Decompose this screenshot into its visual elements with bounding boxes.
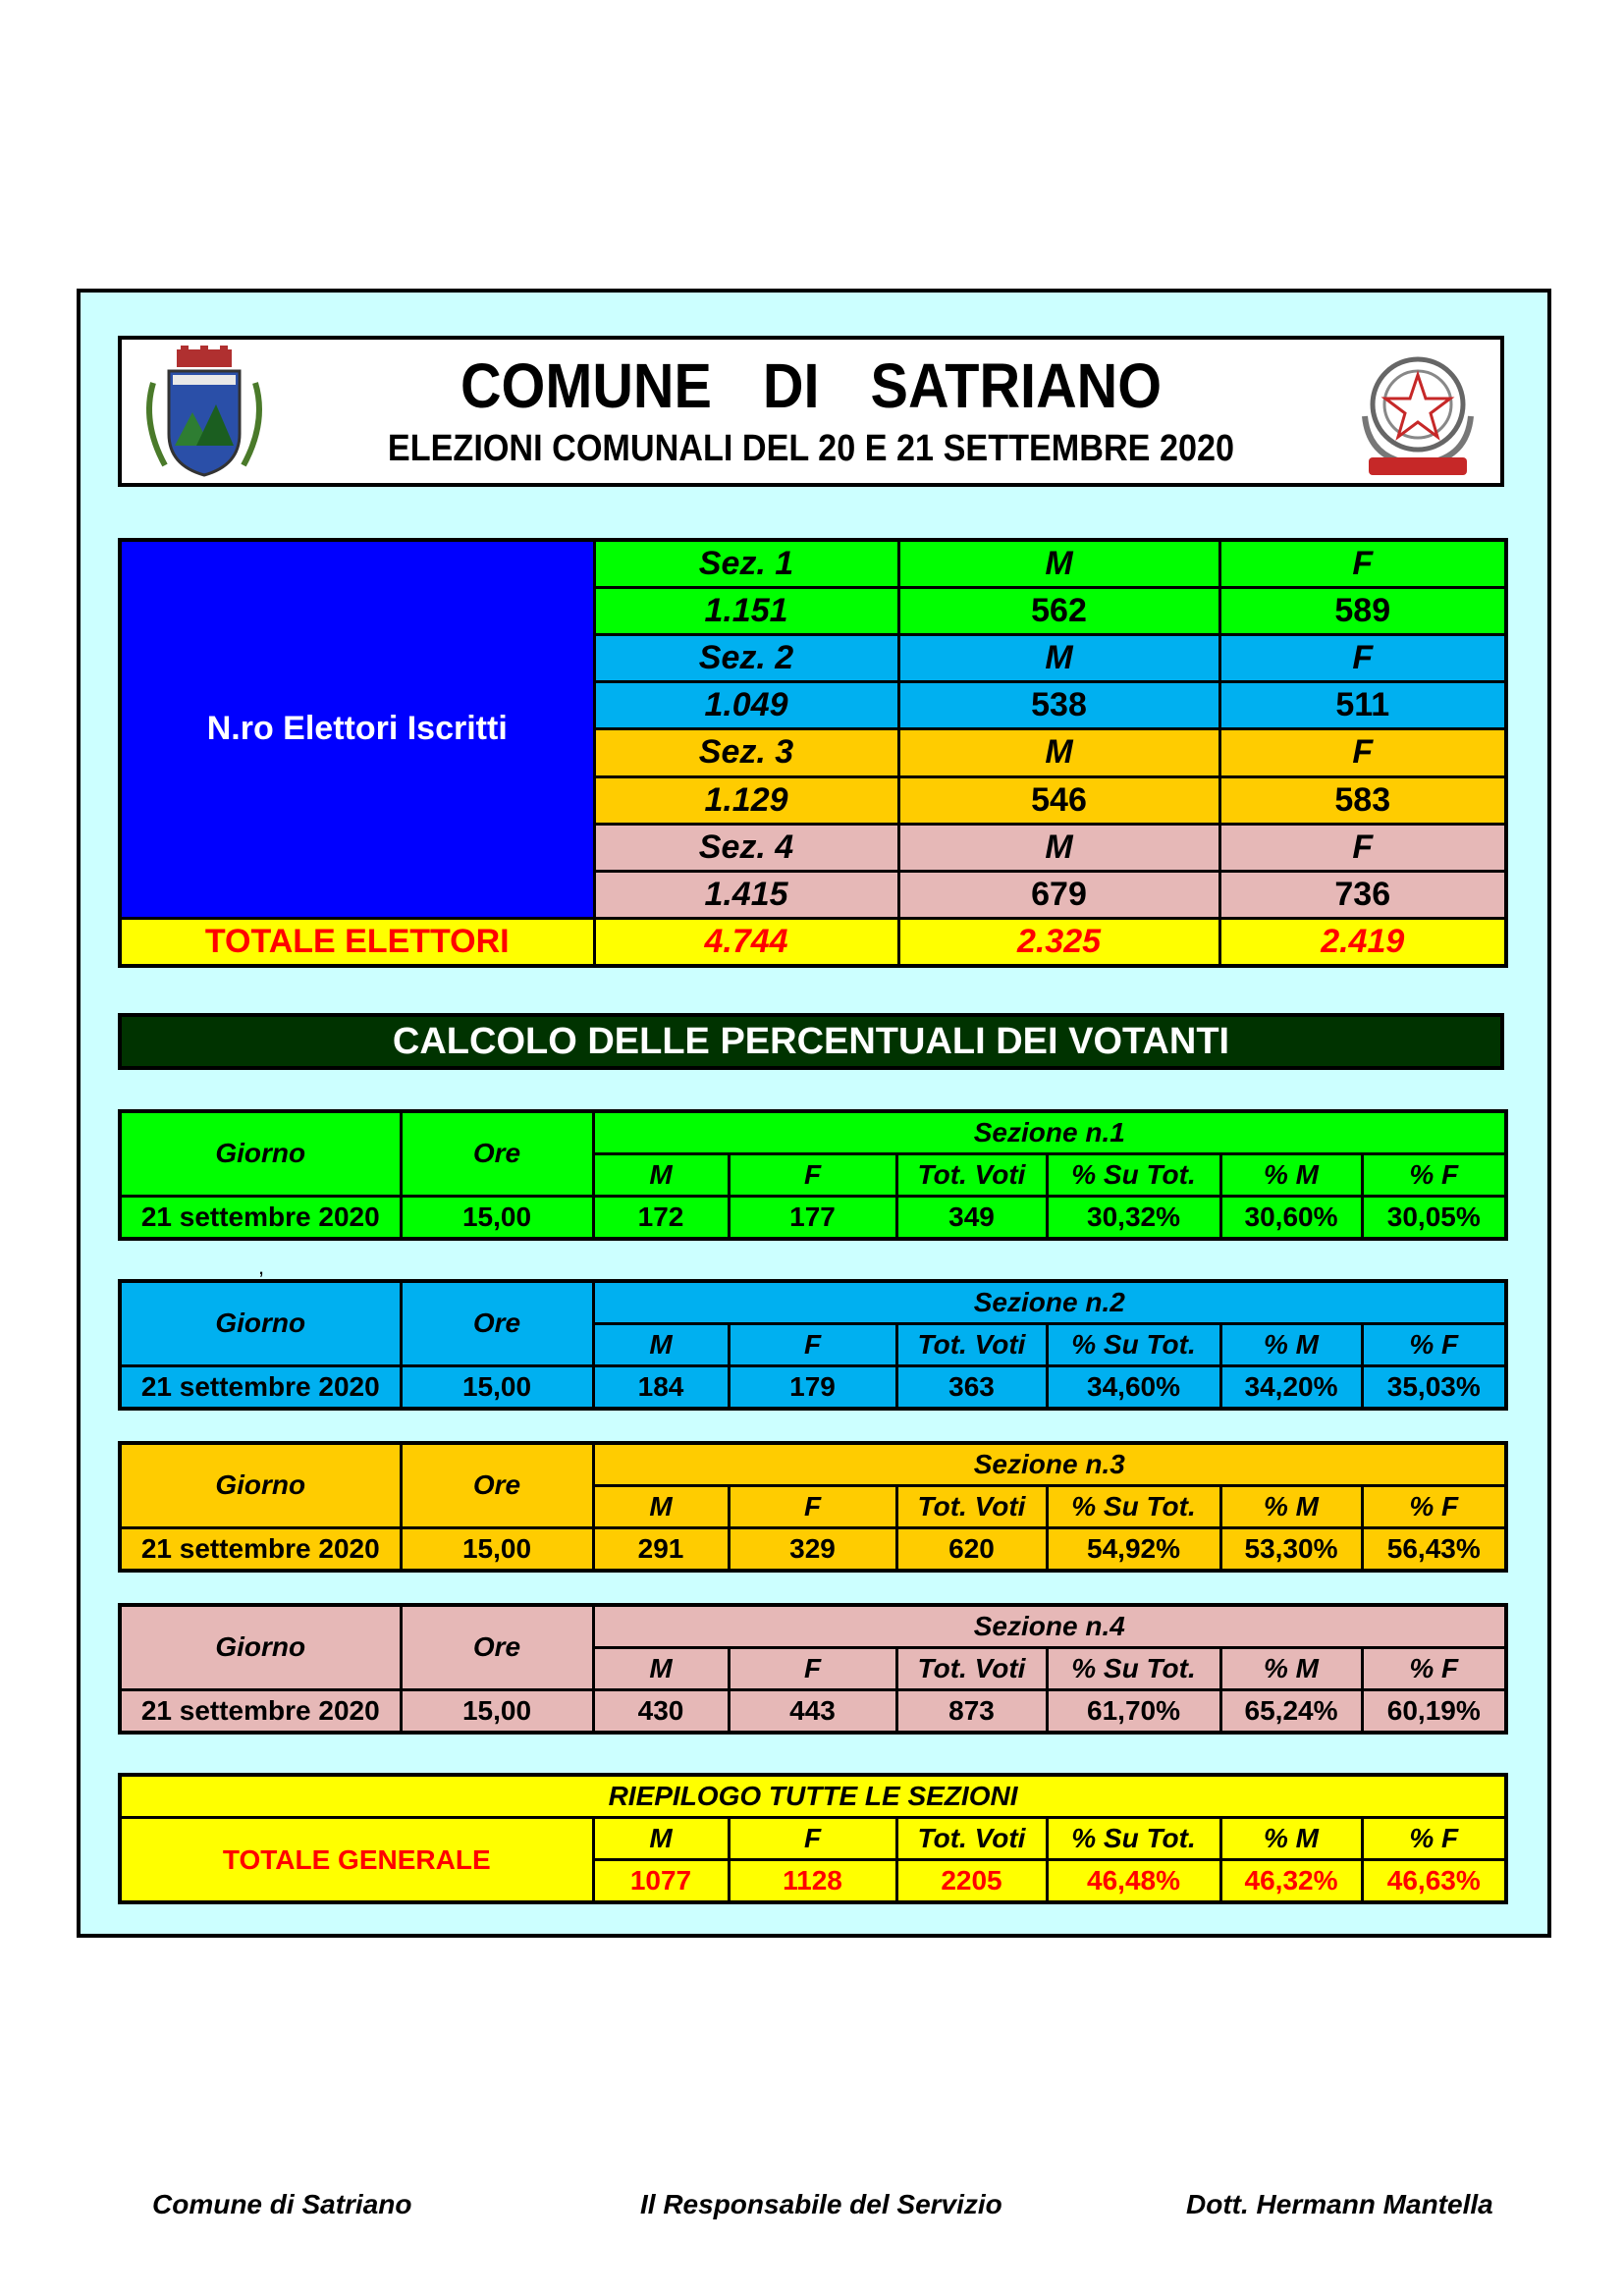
- pct-tot-value: 54,92%: [1047, 1527, 1220, 1571]
- ore-header: Ore: [401, 1281, 593, 1365]
- m-value: 184: [593, 1365, 729, 1409]
- pct-f-value: 60,19%: [1362, 1689, 1506, 1733]
- document-header: [118, 336, 1504, 487]
- tot-voti-header: Tot. Voti: [896, 1648, 1047, 1690]
- sezione-title: Sezione n.3: [593, 1443, 1506, 1486]
- pct-tot-value: 34,60%: [1047, 1365, 1220, 1409]
- sez-name: Sez. 2: [594, 635, 898, 682]
- pct-m-header: % M: [1220, 1154, 1362, 1197]
- sezione-3-table: [118, 1441, 1508, 1573]
- sezione-4-table: [118, 1603, 1508, 1735]
- pct-m-header: % M: [1220, 1324, 1362, 1366]
- giorno-header: Giorno: [120, 1111, 401, 1196]
- tot-voti-value: 873: [896, 1689, 1047, 1733]
- giorno-value: 21 settembre 2020: [120, 1196, 401, 1239]
- pct-m-value: 34,20%: [1220, 1365, 1362, 1409]
- totale-elettori-label: TOTALE ELETTORI: [120, 918, 594, 966]
- pct-tot-value: 30,32%: [1047, 1196, 1220, 1239]
- ore-header: Ore: [401, 1605, 593, 1689]
- sez-m: 679: [898, 871, 1219, 918]
- sez-name: Sez. 3: [594, 729, 898, 776]
- footer-comune: Comune di Satriano: [152, 2189, 412, 2219]
- m-label: M: [898, 540, 1219, 588]
- sez-f: 589: [1219, 588, 1506, 635]
- ore-value: 15,00: [401, 1527, 593, 1571]
- f-label: F: [1219, 729, 1506, 776]
- giorno-header: Giorno: [120, 1281, 401, 1365]
- pct-f-header: % F: [1362, 1486, 1506, 1528]
- m-label: M: [898, 635, 1219, 682]
- totale-m: 1077: [593, 1859, 729, 1902]
- m-header: M: [593, 1648, 729, 1690]
- totale-elettori-m: 2.325: [898, 918, 1219, 966]
- ore-header: Ore: [401, 1443, 593, 1527]
- pct-f-header: % F: [1362, 1154, 1506, 1197]
- f-header: F: [729, 1154, 896, 1197]
- riepilogo-table: [118, 1773, 1508, 1904]
- elettori-iscritti-table: [118, 538, 1508, 968]
- pct-f-header: % F: [1362, 1648, 1506, 1690]
- sez-total: 1.129: [594, 776, 898, 824]
- tot-voti-header: Tot. Voti: [896, 1154, 1047, 1197]
- m-value: 172: [593, 1196, 729, 1239]
- stray-mark: ,: [258, 1255, 265, 1279]
- totale-tot-voti: 2205: [896, 1859, 1047, 1902]
- m-value: 291: [593, 1527, 729, 1571]
- pct-m-header: % M: [1220, 1818, 1362, 1860]
- pct-m-value: 30,60%: [1220, 1196, 1362, 1239]
- giorno-value: 21 settembre 2020: [120, 1365, 401, 1409]
- pct-m-value: 65,24%: [1220, 1689, 1362, 1733]
- f-header: F: [729, 1818, 896, 1860]
- sezione-title: Sezione n.2: [593, 1281, 1506, 1324]
- m-label: M: [898, 824, 1219, 871]
- m-header: M: [593, 1154, 729, 1197]
- ore-value: 15,00: [401, 1196, 593, 1239]
- pct-tot-header: % Su Tot.: [1047, 1486, 1220, 1528]
- sez-total: 1.151: [594, 588, 898, 635]
- f-value: 179: [729, 1365, 896, 1409]
- sez-name: Sez. 4: [594, 824, 898, 871]
- footer-responsabile: Il Responsabile del Servizio: [640, 2189, 1002, 2219]
- pct-f-value: 56,43%: [1362, 1527, 1506, 1571]
- pct-tot-header: % Su Tot.: [1047, 1324, 1220, 1366]
- f-value: 443: [729, 1689, 896, 1733]
- m-header: M: [593, 1818, 729, 1860]
- sez-name: Sez. 1: [594, 540, 898, 588]
- sez-f: 583: [1219, 776, 1506, 824]
- pct-f-header: % F: [1362, 1324, 1506, 1366]
- elettori-iscritti-label: N.ro Elettori Iscritti: [120, 540, 594, 918]
- tot-voti-header: Tot. Voti: [896, 1818, 1047, 1860]
- totale-f: 1128: [729, 1859, 896, 1902]
- giorno-value: 21 settembre 2020: [120, 1689, 401, 1733]
- pct-tot-header: % Su Tot.: [1047, 1818, 1220, 1860]
- pct-tot-header: % Su Tot.: [1047, 1648, 1220, 1690]
- pct-f-header: % F: [1362, 1818, 1506, 1860]
- sez-total: 1.049: [594, 682, 898, 729]
- sezione-title: Sezione n.1: [593, 1111, 1506, 1154]
- calc-section-title: CALCOLO DELLE PERCENTUALI DEI VOTANTI: [118, 1013, 1504, 1070]
- sez-f: 736: [1219, 871, 1506, 918]
- sez-m: 562: [898, 588, 1219, 635]
- totale-pct-f: 46,63%: [1362, 1859, 1506, 1902]
- pct-f-value: 30,05%: [1362, 1196, 1506, 1239]
- pct-m-value: 53,30%: [1220, 1527, 1362, 1571]
- f-header: F: [729, 1486, 896, 1528]
- f-header: F: [729, 1648, 896, 1690]
- f-header: F: [729, 1324, 896, 1366]
- sez-f: 511: [1219, 682, 1506, 729]
- m-value: 430: [593, 1689, 729, 1733]
- m-label: M: [898, 729, 1219, 776]
- totale-generale-label: TOTALE GENERALE: [120, 1818, 593, 1902]
- f-value: 177: [729, 1196, 896, 1239]
- riepilogo-title: RIEPILOGO TUTTE LE SEZIONI: [120, 1775, 1506, 1818]
- f-label: F: [1219, 540, 1506, 588]
- f-label: F: [1219, 824, 1506, 871]
- tot-voti-value: 620: [896, 1527, 1047, 1571]
- totale-elettori-f: 2.419: [1219, 918, 1506, 966]
- ore-value: 15,00: [401, 1365, 593, 1409]
- m-header: M: [593, 1324, 729, 1366]
- pct-f-value: 35,03%: [1362, 1365, 1506, 1409]
- giorno-header: Giorno: [120, 1605, 401, 1689]
- tot-voti-value: 349: [896, 1196, 1047, 1239]
- sez-total: 1.415: [594, 871, 898, 918]
- sez-m: 546: [898, 776, 1219, 824]
- sezione-title: Sezione n.4: [593, 1605, 1506, 1648]
- pct-m-header: % M: [1220, 1648, 1362, 1690]
- totale-elettori-total: 4.744: [594, 918, 898, 966]
- italian-republic-emblem-icon: [1349, 344, 1487, 481]
- tot-voti-header: Tot. Voti: [896, 1486, 1047, 1528]
- page-title: COMUNE DI SATRIANO: [460, 350, 1163, 421]
- tot-voti-header: Tot. Voti: [896, 1324, 1047, 1366]
- giorno-header: Giorno: [120, 1443, 401, 1527]
- tot-voti-value: 363: [896, 1365, 1047, 1409]
- giorno-value: 21 settembre 2020: [120, 1527, 401, 1571]
- sezione-2-table: [118, 1279, 1508, 1411]
- m-header: M: [593, 1486, 729, 1528]
- ore-header: Ore: [401, 1111, 593, 1196]
- sezione-1-table: [118, 1109, 1508, 1241]
- f-value: 329: [729, 1527, 896, 1571]
- f-label: F: [1219, 635, 1506, 682]
- pct-tot-value: 61,70%: [1047, 1689, 1220, 1733]
- totale-pct-tot: 46,48%: [1047, 1859, 1220, 1902]
- ore-value: 15,00: [401, 1689, 593, 1733]
- page-subtitle: ELEZIONI COMUNALI DEL 20 E 21 SETTEMBRE 2020: [387, 428, 1235, 469]
- pct-tot-header: % Su Tot.: [1047, 1154, 1220, 1197]
- pct-m-header: % M: [1220, 1486, 1362, 1528]
- footer-signatory: Dott. Hermann Mantella: [1186, 2189, 1493, 2219]
- totale-pct-m: 46,32%: [1220, 1859, 1362, 1902]
- sez-m: 538: [898, 682, 1219, 729]
